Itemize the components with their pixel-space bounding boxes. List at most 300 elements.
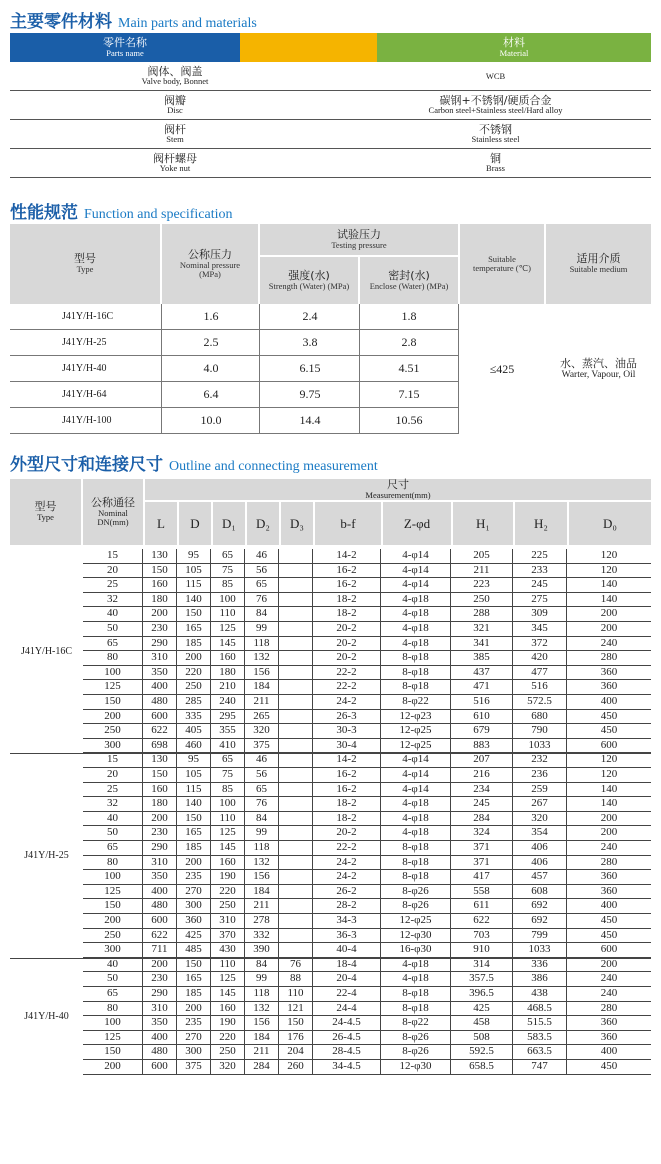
dims-cell: 130: [143, 549, 177, 563]
spec-nominal: 10.0: [200, 413, 222, 427]
dims-cell: 105: [177, 768, 211, 782]
dims-cell: 4-φ18: [381, 958, 451, 972]
dims-cell: 235: [177, 1016, 211, 1030]
dims-cell: 156: [245, 1016, 279, 1030]
dims-cell: 120: [600, 753, 618, 766]
spec-strength: 6.15: [299, 361, 321, 375]
part-material-en: WCB: [485, 70, 506, 81]
part-material-cn: 铜: [490, 151, 501, 165]
dims-cell: [279, 564, 313, 578]
dims-cell: 284: [245, 1060, 279, 1074]
dims-cell: 622: [143, 929, 177, 943]
dims-cell: 184: [245, 885, 279, 899]
spec-nominal: 1.6: [203, 309, 219, 323]
dims-cell: 184: [245, 1031, 279, 1045]
dims-cell: 165: [177, 622, 211, 636]
dims-row: [83, 1031, 651, 1046]
dims-cell: 516: [513, 680, 567, 694]
dims-cell: [279, 607, 313, 621]
dims-cell: 437: [451, 666, 513, 680]
dims-cell: 118: [245, 987, 279, 1001]
dims-cell: 290: [143, 987, 177, 1001]
dims-cell: 50: [83, 972, 143, 986]
dims-cell: 508: [451, 1031, 513, 1045]
dims-cell: 204: [279, 1045, 313, 1059]
dims-cell: 583.5: [513, 1031, 567, 1045]
dims-cell: 341: [451, 637, 513, 651]
dims-cell: 4-φ18: [381, 972, 451, 986]
parts-row: [10, 62, 651, 91]
part-material-cn: 不锈钢: [479, 122, 512, 136]
dims-cell: 711: [143, 943, 177, 957]
dims-cell: 608: [513, 885, 567, 899]
dims-cell: 200: [600, 622, 618, 634]
spec-type: J41Y/H-64: [62, 389, 107, 400]
dims-cell: 160: [211, 651, 245, 665]
dims-cell: 8-φ18: [381, 1002, 451, 1016]
dims-cell: 480: [143, 899, 177, 913]
dims-cell: 220: [177, 666, 211, 680]
dims-cell: 332: [245, 929, 279, 943]
dims-cell: 15: [83, 753, 143, 767]
dims-cell: 180: [143, 593, 177, 607]
dims-cell: 8-φ22: [381, 1016, 451, 1030]
dims-cell: 150: [143, 564, 177, 578]
dims-cell: 600: [600, 943, 618, 956]
dims-cell: 121: [279, 1002, 313, 1016]
dims-cell: 250: [211, 1045, 245, 1059]
dims-row: [83, 695, 651, 710]
dims-cell: 4-φ18: [381, 797, 451, 811]
dims-cell: 250: [211, 899, 245, 913]
spec-table: [10, 224, 651, 434]
dims-cell: 180: [143, 797, 177, 811]
dims-cell: 692: [513, 914, 567, 928]
dims-cell: 200: [600, 607, 618, 620]
dims-cell: 50: [83, 622, 143, 636]
dims-cell: 56: [245, 564, 279, 578]
dims-cell: 12-φ30: [381, 929, 451, 943]
dims-cell: 65: [211, 549, 245, 563]
dims-cell: 24-2: [313, 870, 381, 884]
dims-cell: 85: [211, 578, 245, 592]
dims-row: [83, 564, 651, 579]
dims-row: [83, 870, 651, 885]
dims-cell: 110: [279, 987, 313, 1001]
dims-cell: [279, 899, 313, 913]
dims-cell: 314: [451, 958, 513, 972]
dims-cell: 145: [211, 987, 245, 1001]
dims-cell: 4-φ14: [381, 753, 451, 767]
dims-cell: 233: [513, 564, 567, 578]
dims-cell: 370: [211, 929, 245, 943]
dims-cell: 200: [143, 607, 177, 621]
dims-cell: 4-φ14: [381, 768, 451, 782]
dims-row: [83, 593, 651, 608]
dims-cell: 120: [600, 768, 618, 780]
dims-cell: 425: [451, 1002, 513, 1016]
dims-cell: 4-φ14: [381, 564, 451, 578]
dims-cell: 310: [143, 856, 177, 870]
part-name-cn: 阀杆: [164, 122, 186, 136]
dims-cell: 24-4: [313, 1002, 381, 1016]
dims-cell: 372: [513, 637, 567, 651]
parts-rows: [10, 62, 651, 178]
spec-type: J41Y/H-100: [62, 415, 112, 426]
dims-row: [83, 710, 651, 725]
dims-cell: 468.5: [513, 1002, 567, 1016]
dims-cell: 165: [177, 972, 211, 986]
part-material-en: Carbon steel+Stainless steel/Hard alloy: [428, 105, 563, 116]
parts-row: [10, 120, 651, 149]
part-name-cell: [10, 149, 340, 177]
dims-cell: 118: [245, 841, 279, 855]
dims-cell: 125: [83, 680, 143, 694]
dims-cell: 611: [451, 899, 513, 913]
dims-row: [83, 812, 651, 827]
dims-cell: 75: [211, 768, 245, 782]
dims-cell: 18-2: [313, 607, 381, 621]
dims-cell: 360: [600, 1016, 618, 1029]
dims-row: [83, 783, 651, 798]
dims-cell: 205: [451, 549, 513, 563]
spec-medium-header: 适用介质 Suitable medium: [546, 224, 651, 304]
spec-medium-value: 水、蒸汽、油品 Warter, Vapour, Oil: [560, 356, 637, 380]
dims-cell: 12-φ25: [381, 724, 451, 738]
part-name-cn: 阀杆螺母: [153, 151, 197, 165]
spec-strength: 9.75: [299, 387, 321, 401]
dims-cell: 400: [600, 1045, 618, 1058]
dims-cell: 65: [245, 578, 279, 592]
dims-cell: 8-φ22: [381, 695, 451, 709]
dims-cell: 190: [211, 1016, 245, 1030]
dims-row: [83, 929, 651, 944]
dims-cell: 32: [83, 797, 143, 811]
dims-cell: 180: [211, 666, 245, 680]
dims-cell: 790: [513, 724, 567, 738]
dims-cell: 240: [600, 972, 618, 985]
dims-cell: [279, 549, 313, 563]
dims-cell: 150: [177, 607, 211, 621]
dims-cell: [279, 680, 313, 694]
part-material-cn: 碳钢+不锈钢/硬质合金: [439, 93, 552, 107]
dims-cell: 200: [600, 957, 618, 970]
dims-cell: 220: [211, 885, 245, 899]
material-header: 材料 Material: [377, 33, 651, 62]
dims-cell: 65: [83, 987, 143, 1001]
dims-row: [83, 987, 651, 1002]
dims-cell: [279, 885, 313, 899]
dims-row: [83, 607, 651, 622]
spec-temperature-header: Suitable temperature (℃): [460, 224, 544, 304]
dims-row: [83, 549, 651, 564]
dims-cell: 1033: [513, 739, 567, 753]
spec-divider: [259, 304, 260, 434]
dims-cell: 14-2: [313, 753, 381, 767]
dims-cell: 165: [177, 826, 211, 840]
dims-cell: 400: [143, 680, 177, 694]
dims-row: [83, 943, 651, 958]
dims-cell: 280: [600, 651, 618, 664]
dims-row: [83, 1060, 651, 1075]
dims-row: [83, 680, 651, 695]
dims-cell: 515.5: [513, 1016, 567, 1030]
spec-temperature-value: ≤425: [489, 361, 515, 376]
parts-name-header: 零件名称 Parts name: [10, 33, 240, 62]
dims-cell: 32: [83, 593, 143, 607]
dims-type-header: 型号 Type: [10, 479, 81, 545]
dims-cell: 200: [83, 710, 143, 724]
dims-cell: 285: [177, 695, 211, 709]
dims-cell: 12-φ30: [381, 1060, 451, 1074]
dims-cell: 310: [143, 1002, 177, 1016]
dims-cell: 354: [513, 826, 567, 840]
dims-cell: 747: [513, 1060, 567, 1074]
dims-col-header: D₃: [281, 502, 313, 545]
dims-cell: 80: [83, 1002, 143, 1016]
spec-enclose: 7.15: [398, 387, 420, 401]
part-name-cn: 阀瓣: [164, 93, 186, 107]
part-material-cell: [340, 62, 651, 90]
dims-cell: 100: [83, 1016, 143, 1030]
dims-cell: 211: [245, 1045, 279, 1059]
dims-cell: 232: [513, 753, 567, 767]
dims-cell: 300: [177, 1045, 211, 1059]
dims-cell: 200: [83, 914, 143, 928]
dims-cell: 250: [83, 929, 143, 943]
dims-cell: 622: [143, 724, 177, 738]
dims-cell: 450: [600, 1060, 618, 1072]
dims-cell: 324: [451, 826, 513, 840]
dims-cell: 4-φ14: [381, 578, 451, 592]
dims-cell: 396.5: [451, 987, 513, 1001]
dims-row: [83, 637, 651, 652]
dims-cell: 477: [513, 666, 567, 680]
dims-cell: 184: [245, 680, 279, 694]
dims-cell: 200: [143, 812, 177, 826]
dims-cell: 288: [451, 607, 513, 621]
dims-cell: 390: [245, 943, 279, 957]
dims-row: [83, 578, 651, 593]
dims-cell: 88: [279, 972, 313, 986]
dims-cell: 140: [600, 797, 618, 810]
dims-cell: 336: [513, 958, 567, 972]
dims-cell: 150: [83, 899, 143, 913]
dims-cell: 207: [451, 753, 513, 767]
dims-cell: 230: [143, 622, 177, 636]
dims-cell: 46: [245, 549, 279, 563]
dims-cell: 18-2: [313, 812, 381, 826]
dims-cell: 400: [143, 885, 177, 899]
dims-cell: 16-2: [313, 783, 381, 797]
dims-cell: 240: [600, 636, 618, 649]
dims-row: [83, 899, 651, 914]
dims-cell: 360: [600, 665, 618, 678]
dims-section-title: 外型尺寸和连接尺寸 Outline and connecting measurement: [10, 455, 378, 475]
dims-cell: 250: [451, 593, 513, 607]
dims-cell: 40: [83, 958, 143, 972]
dims-cell: [279, 914, 313, 928]
dims-col-header: L: [145, 502, 177, 545]
dims-cell: 160: [143, 783, 177, 797]
dims-cell: 400: [600, 695, 618, 707]
dims-cell: 28-2: [313, 899, 381, 913]
dims-cell: 100: [211, 797, 245, 811]
dims-cell: 405: [177, 724, 211, 738]
dims-cell: 30-3: [313, 724, 381, 738]
dims-cell: 622: [451, 914, 513, 928]
dims-cell: 8-φ18: [381, 870, 451, 884]
dims-cell: 4-φ14: [381, 549, 451, 563]
dims-row: [83, 768, 651, 783]
dims-cell: 80: [83, 856, 143, 870]
dims-col-header: Z-φd: [383, 502, 451, 545]
dims-cell: 663.5: [513, 1045, 567, 1059]
dims-cell: [279, 637, 313, 651]
dims-cell: 8-φ18: [381, 987, 451, 1001]
spec-type-header: 型号 Type: [10, 224, 160, 304]
dims-row: [83, 914, 651, 929]
dims-cell: 65: [83, 637, 143, 651]
dims-cell: 28-4.5: [313, 1045, 381, 1059]
dims-cell: 600: [143, 1060, 177, 1074]
dims-cell: 265: [245, 710, 279, 724]
dims-cell: 84: [245, 607, 279, 621]
dims-cell: 25: [83, 578, 143, 592]
dims-cell: 910: [451, 943, 513, 957]
dims-cell: 130: [143, 753, 177, 767]
dims-col-header: b-f: [315, 502, 381, 545]
part-name-cn: 阀体、阀盖: [147, 64, 203, 78]
spec-row: [10, 408, 458, 434]
spec-divider: [458, 304, 459, 434]
dims-cell: 457: [513, 870, 567, 884]
dims-row: [83, 958, 651, 973]
part-name-en: Yoke nut: [159, 163, 191, 174]
dims-cell: 371: [451, 856, 513, 870]
dims-cell: 84: [245, 812, 279, 826]
dims-cell: 610: [451, 710, 513, 724]
dims-cell: 335: [177, 710, 211, 724]
dims-cell: 260: [279, 1060, 313, 1074]
dims-cell: 270: [177, 1031, 211, 1045]
dims-cell: 145: [211, 841, 245, 855]
dims-cell: 125: [83, 885, 143, 899]
dims-cell: 125: [83, 1031, 143, 1045]
spec-nominal-header: 公称压力 Nominal pressure (MPa): [162, 224, 258, 304]
dims-cell: 40-4: [313, 943, 381, 957]
dims-measurement-header: 尺寸 Measurement(mm): [145, 479, 651, 500]
dims-cell: 406: [513, 841, 567, 855]
dims-cell: 25: [83, 783, 143, 797]
dims-cell: 132: [245, 651, 279, 665]
dims-cell: 385: [451, 651, 513, 665]
dims-cell: 125: [211, 622, 245, 636]
dims-row: [83, 739, 651, 754]
dims-cell: [279, 797, 313, 811]
dims-cell: 284: [451, 812, 513, 826]
part-name-en: Stem: [166, 134, 184, 145]
dims-cell: 95: [177, 753, 211, 767]
dims-cell: 8-φ26: [381, 1031, 451, 1045]
spec-divider: [359, 304, 360, 434]
dims-cell: 185: [177, 637, 211, 651]
dims-cell: 400: [600, 899, 618, 912]
dims-cell: 120: [600, 563, 618, 576]
dims-cell: 12-φ25: [381, 914, 451, 928]
dims-cell: 15: [83, 549, 143, 563]
dims-cell: 210: [211, 680, 245, 694]
dims-cell: 223: [451, 578, 513, 592]
dims-cell: 275: [513, 593, 567, 607]
dims-cell: [279, 710, 313, 724]
dims-cell: 290: [143, 841, 177, 855]
dims-cell: 267: [513, 797, 567, 811]
dims-cell: 300: [83, 943, 143, 957]
dims-cell: 400: [143, 1031, 177, 1045]
dims-cell: 280: [600, 855, 618, 868]
spec-strength: 3.8: [302, 335, 318, 349]
dims-cell: 375: [177, 1060, 211, 1074]
dims-cell: 150: [143, 768, 177, 782]
part-material-en: Brass: [486, 163, 505, 174]
dims-group-type: J41Y/H-25: [24, 850, 69, 862]
dims-cell: 1033: [513, 943, 567, 957]
dims-cell: 883: [451, 739, 513, 753]
dims-cell: 56: [245, 768, 279, 782]
dims-row: [83, 666, 651, 681]
dims-cell: 680: [513, 710, 567, 724]
dims-cell: 8-φ18: [381, 856, 451, 870]
spec-enclose-header: 密封(水) Enclose (Water) (MPa): [360, 257, 458, 304]
dims-cell: 200: [177, 856, 211, 870]
dims-cell: 309: [513, 607, 567, 621]
spec-row: [10, 382, 458, 408]
dims-cell: 8-φ26: [381, 1045, 451, 1059]
dims-cell: 22-2: [313, 680, 381, 694]
dims-cell: 156: [245, 870, 279, 884]
spec-type: J41Y/H-40: [62, 363, 107, 374]
dims-cell: 76: [245, 593, 279, 607]
dims-cell: 140: [600, 592, 618, 605]
dims-cell: 572.5: [513, 695, 567, 709]
spec-enclose: 10.56: [395, 413, 423, 427]
dims-cell: 160: [211, 1002, 245, 1016]
dims-cell: 24-4.5: [313, 1016, 381, 1030]
dims-cell: 270: [177, 885, 211, 899]
dims-group-type: J41Y/H-16C: [20, 645, 73, 657]
dims-cell: 600: [600, 738, 618, 751]
dims-cell: [279, 768, 313, 782]
dims-cell: 24-2: [313, 856, 381, 870]
spec-enclose: 2.8: [401, 335, 417, 349]
dims-cell: 156: [245, 666, 279, 680]
dims-cell: 658.5: [451, 1060, 513, 1074]
dims-cell: 4-φ14: [381, 783, 451, 797]
dims-cell: 240: [600, 841, 618, 853]
dims-cell: 8-φ18: [381, 841, 451, 855]
dims-cell: 4-φ18: [381, 637, 451, 651]
dims-cell: 350: [143, 666, 177, 680]
dims-cell: 50: [83, 826, 143, 840]
parts-row: [10, 91, 651, 120]
dims-cell: 26-4.5: [313, 1031, 381, 1045]
dims-cell: 450: [600, 928, 618, 941]
dims-row: [83, 1002, 651, 1017]
dims-cell: 4-φ18: [381, 826, 451, 840]
dims-row: [83, 797, 651, 812]
dims-cell: [279, 856, 313, 870]
